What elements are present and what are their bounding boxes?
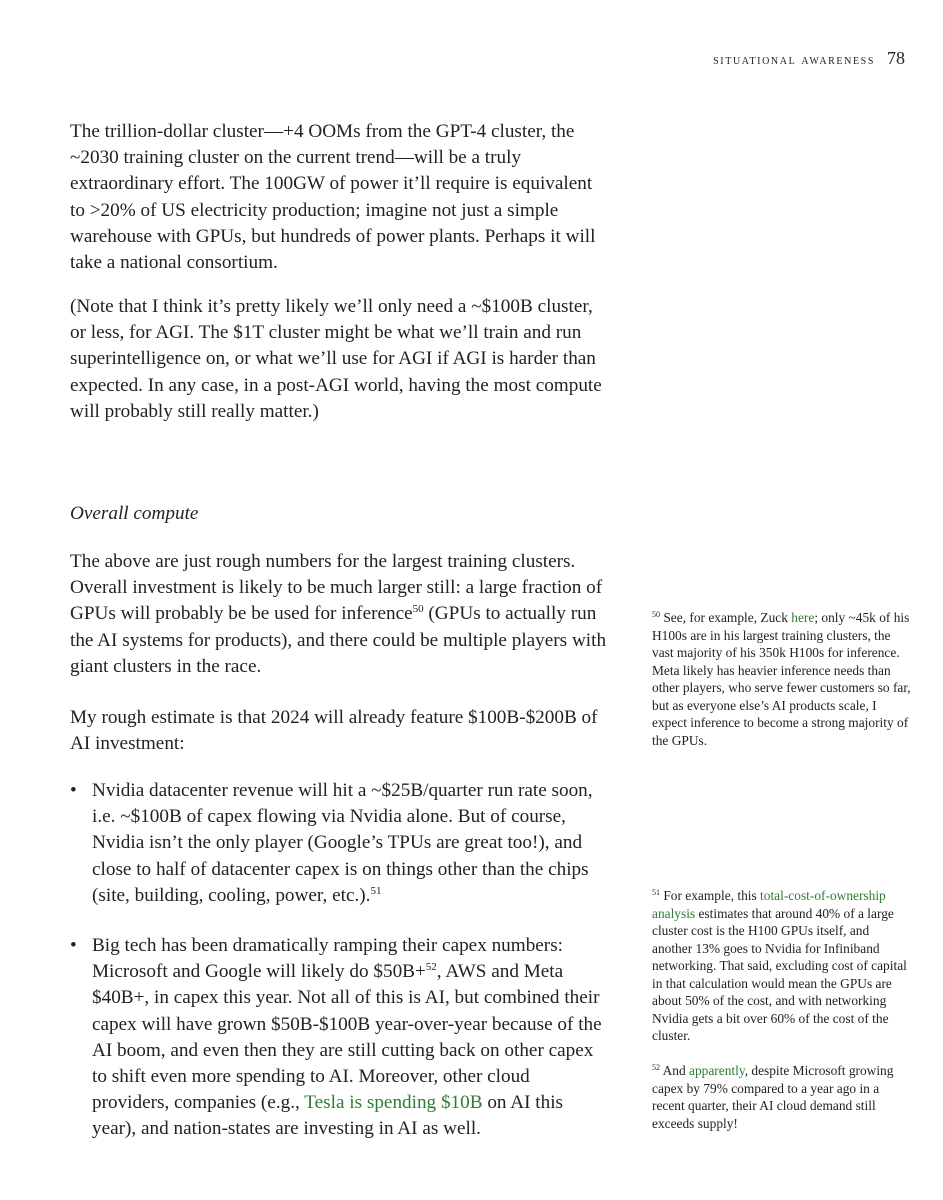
bullet-item-1 bbox=[70, 778, 610, 909]
running-header bbox=[713, 48, 905, 69]
section-heading: Overall compute bbox=[70, 503, 199, 524]
paragraph-text: My rough estimate is that 2024 will already feature $100B-$200B of AI investment: bbox=[70, 707, 598, 755]
footnote-number: 52 bbox=[652, 1063, 660, 1072]
bullet-text: on AI this year), and nation-states are investing in AI as well. bbox=[92, 1092, 564, 1140]
body-paragraph-1 bbox=[70, 119, 610, 276]
tco-analysis-link[interactable]: total-cost-of-ownership analysis bbox=[652, 888, 886, 921]
paragraph-text: The trillion-dollar cluster—+4 OOMs from the GPT-4 cluster, the ~2030 training cluster on the current trend—will be a truly extraordinary effort. The 100GW of power it’ll require is equivalent to >20% of US electricity production; imagine not just a simple warehouse with GPUs, but hundreds of power plants. Perhaps it will take a national consortium. bbox=[70, 121, 596, 274]
footnote-text: , despite Microsoft growing capex by 79% compared to a year ago in a recent quarter, their AI cloud demand still exceeds supply! bbox=[652, 1063, 894, 1131]
running-title: situational awareness bbox=[713, 53, 875, 68]
bullet-marker: • bbox=[70, 780, 77, 801]
footnote-text: estimates that around 40% of a large cluster cost is the H100 GPUs itself, and another 13% goes to Nvidia for Infiniband networking. That said, excluding cost of capital in that calculation would mean the GPUs are about 50% of the cost, and with networking Nvidia gets a bit over 60% of the cost of the cluster. bbox=[652, 905, 907, 1043]
page-number: 78 bbox=[887, 48, 905, 68]
bullet-text: Big tech has been dramatically ramping their capex numbers: Microsoft and Google will likely do $50B+ bbox=[92, 935, 563, 983]
bullet-item-2 bbox=[70, 933, 610, 1143]
zuck-link[interactable]: here bbox=[791, 610, 815, 625]
paragraph-text: The above are just rough numbers for the largest training clusters. Overall investment is likely to be much larger still: a large fraction of GPUs will probably be be used for inference bbox=[70, 551, 603, 625]
footnote-52 bbox=[652, 1062, 912, 1132]
body-paragraph-2 bbox=[70, 294, 610, 425]
paragraph-text: (GPUs to actually run the AI systems for products), and there could be multiple players with giant clusters in the race. bbox=[70, 603, 607, 677]
footnote-ref-51[interactable]: 51 bbox=[370, 884, 382, 897]
footnote-number: 51 bbox=[652, 888, 660, 897]
footnote-51 bbox=[652, 887, 912, 1045]
footnote-number: 50 bbox=[652, 610, 660, 619]
footnote-ref-52[interactable]: 52 bbox=[425, 961, 437, 974]
estimate-paragraph bbox=[70, 705, 610, 757]
paragraph-text: (Note that I think it’s pretty likely we’ll only need a ~$100B cluster, or less, for AGI. The $1T cluster might be what we’ll train and run superintelligence on, or what we’ll use for AGI if AGI is harder than expected. In any case, in a post-AGI world, having the most compute will probably still really matter.) bbox=[70, 296, 602, 422]
footnote-ref-50[interactable]: 50 bbox=[412, 603, 424, 616]
footnote-text: For example, this bbox=[660, 888, 761, 903]
bullet-marker: • bbox=[70, 935, 77, 956]
bullet-text: Nvidia datacenter revenue will hit a ~$25B/quarter run rate soon, i.e. ~$100B of capex flowing via Nvidia alone. But of course, Nvidia isn’t the only player (Google’s TPUs are great too!), and close to half of datacenter capex is on things other than the chips (site, building, cooling, power, etc.). bbox=[92, 780, 593, 906]
footnote-50 bbox=[652, 609, 912, 749]
compute-paragraph bbox=[70, 549, 610, 680]
apparently-link[interactable]: apparently bbox=[689, 1063, 745, 1078]
footnote-text: And bbox=[660, 1063, 690, 1078]
footnote-text: ; only ~45k of his H100s are in his largest training clusters, the vast majority of his 350k H100s for inference. Meta likely has heavier inference needs than other players, who serve fewer customers so far, but as everyone else’s AI products scale, I expect inference to become a strong majority of the GPUs. bbox=[652, 610, 911, 748]
bullet-text: , AWS and Meta $40B+, in capex this year. Not all of this is AI, but combined their capex will have grown $50B-$100B year-over-year because of the AI boom, and even then they are still cutting back on other capex to shift even more spending to AI. Moreover, other cloud providers, companies (e.g., bbox=[92, 961, 602, 1114]
tesla-link[interactable]: Tesla is spending $10B bbox=[304, 1092, 483, 1114]
footnote-text: See, for example, Zuck bbox=[660, 610, 792, 625]
